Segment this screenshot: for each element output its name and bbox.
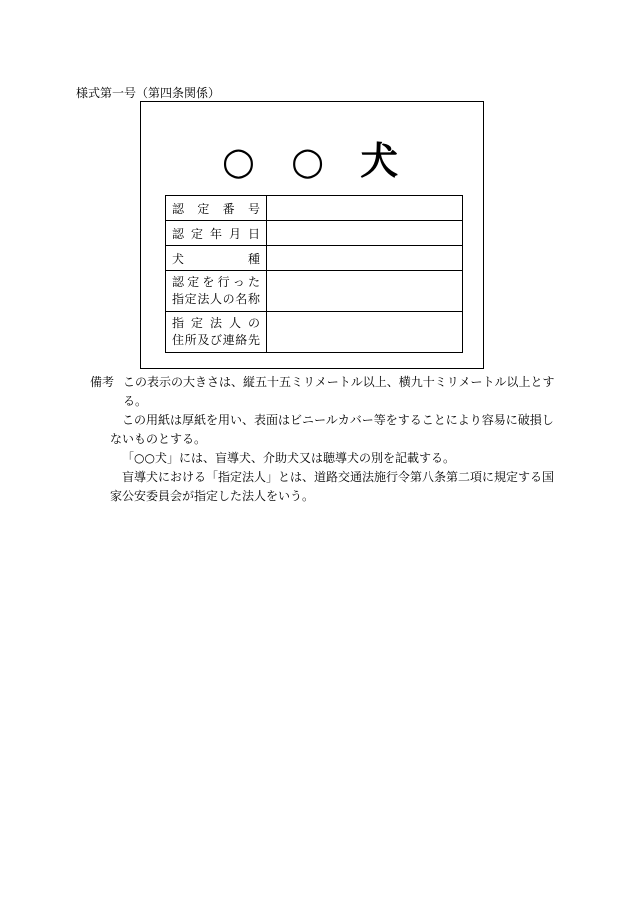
label-line [172,332,260,349]
label-char: 定 [197,201,210,216]
label-dog-breed [166,246,267,271]
label-char: 先 [247,333,260,347]
label-char: 所 [184,333,197,347]
table-row [166,271,463,312]
label-char: 指 [172,316,185,330]
heading-char-1: ○ [221,139,259,183]
label-char: 月 [228,226,241,241]
label-char: 定 [187,275,200,289]
label-designated-corp-name [166,271,267,312]
remarks-section [90,373,560,506]
label-char: 及 [197,333,210,347]
label-char: の [247,316,260,330]
value-designated-corp-name[interactable] [267,271,463,312]
label-char: び [209,333,222,347]
remark-4: 盲導犬における「指定法人」とは、道路交通法施行令第八条第二項に規定する国家公安委員会が指定した法人をいう。 [110,470,555,503]
remark-2: この用紙は厚紙を用い、表面はビニールカバー等をすることにより容易に破損しないものとする。 [110,413,554,446]
spaced-label [172,250,260,267]
sign-heading [141,130,483,185]
label-char: っ [232,275,245,289]
label-char: 種 [247,251,260,266]
label-char: 認 [172,201,185,216]
label-char: 日 [247,226,260,241]
table-row [166,196,463,221]
form-number-label: 様式第一号（第四条関係） [76,86,221,100]
value-certification-number[interactable] [267,196,463,221]
label-certification-date [166,221,267,246]
remarks-title: 備考 [90,375,115,389]
label-char: 年 [209,226,222,241]
label-char: 人 [209,292,222,306]
label-char: 行 [217,275,230,289]
heading-char-2: ○ [290,139,329,183]
value-dog-breed[interactable] [267,246,463,271]
certification-table [165,195,463,353]
label-char: 指 [172,292,185,306]
label-char: 人 [228,316,241,330]
label-char: 認 [172,226,185,241]
heading-char-3: 犬 [360,139,403,183]
label-char: 絡 [235,333,248,347]
remark-first [90,373,560,411]
label-char: を [202,275,215,289]
label-char: 号 [247,201,260,216]
table-row [166,221,463,246]
label-char: 定 [190,316,203,330]
sign-frame [140,101,484,369]
label-designated-corp-address [166,312,267,353]
label-char: 名 [235,292,248,306]
spaced-label [172,200,260,217]
table-row [166,246,463,271]
value-designated-corp-address[interactable] [267,312,463,353]
label-char: 定 [184,292,197,306]
label-char: の [222,292,235,306]
label-char: 認 [172,275,185,289]
label-char: 住 [172,333,185,347]
label-char: 連 [222,333,235,347]
label-char: 犬 [172,251,185,266]
label-line [172,315,260,332]
remark-1: この表示の大きさは、縦五十五ミリメートル以上、横九十ミリメートル以上とする。 [123,375,555,408]
label-char: 称 [247,292,260,306]
label-certification-number [166,196,267,221]
remark-3: 「○○犬」には、盲導犬、介助犬又は聴導犬の別を記載する。 [122,451,455,465]
label-char: 法 [209,316,222,330]
spaced-label [172,225,260,242]
label-char: 番 [222,201,235,216]
label-line [172,291,260,308]
table-row [166,312,463,353]
label-line [172,274,260,291]
label-char: 定 [190,226,203,241]
value-certification-date[interactable] [267,221,463,246]
label-char: 法 [197,292,210,306]
label-char: た [247,275,260,289]
